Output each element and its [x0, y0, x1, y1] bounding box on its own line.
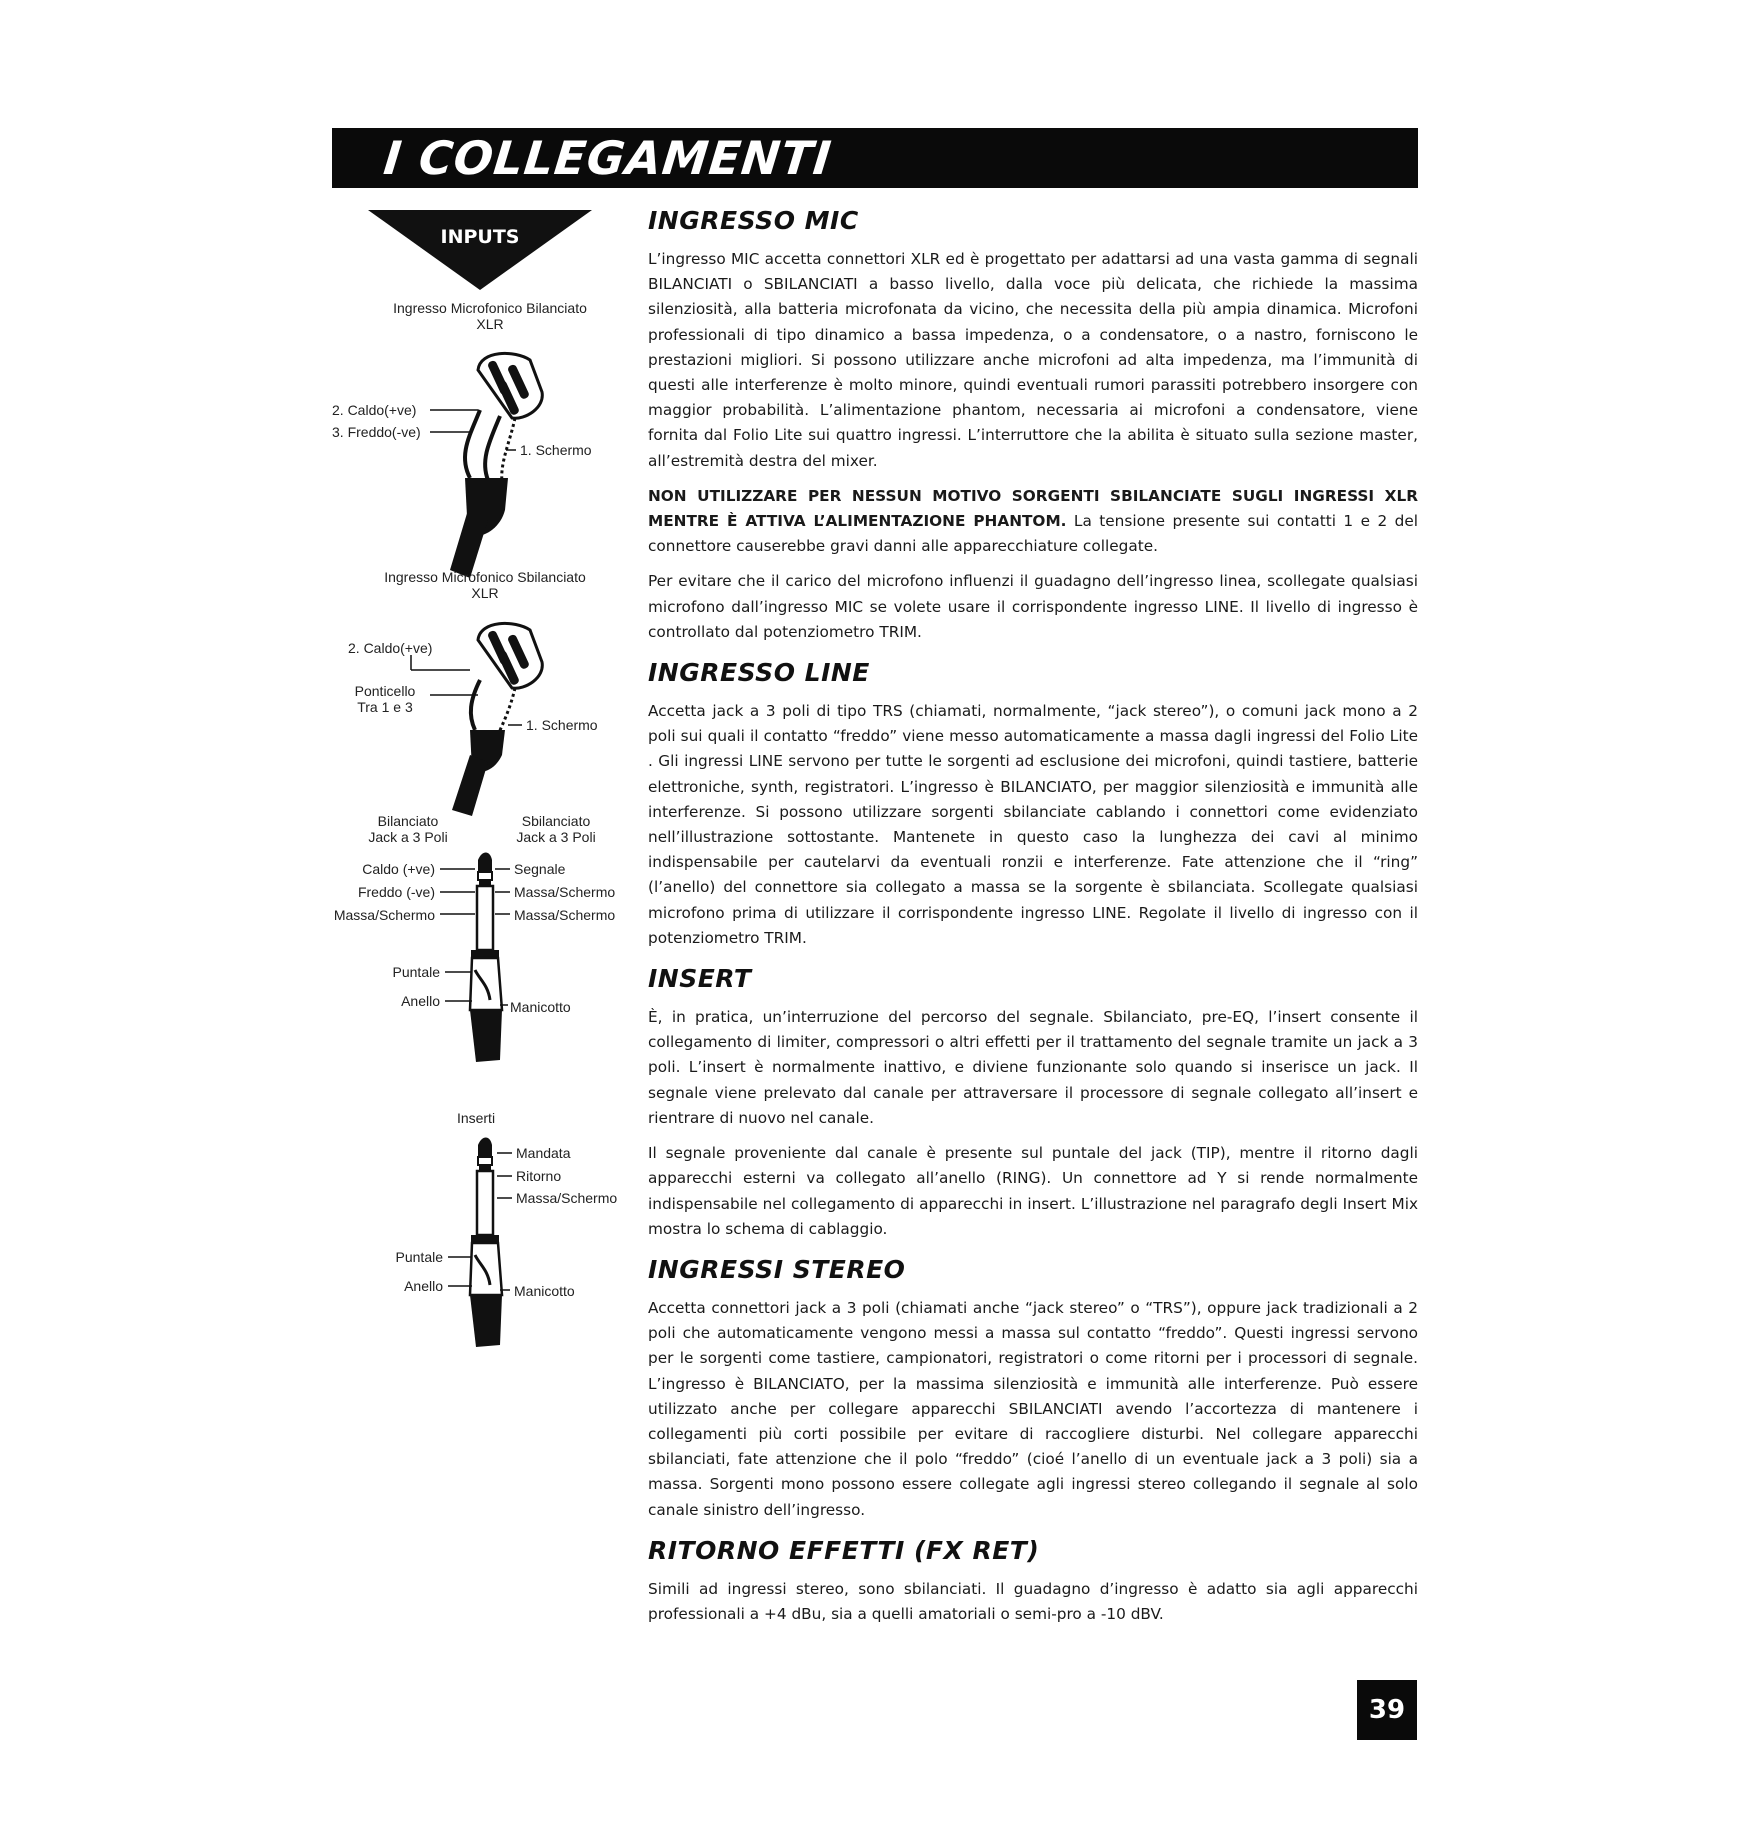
- xlr-unbalanced-subtitle: XLR: [471, 585, 499, 601]
- xlr-balanced-plug-icon: [450, 353, 542, 578]
- paragraph: Il segnale proveniente dal canale è presente sul puntale del jack (TIP), mentre il ritorno dagli apparecchi esterni va collegato all’anello (RING). Un connettore ad Y si rende normalmente indispensabile nel collegamento di apparecchi in insert. L’illustrazione nel paragrafo degli Insert Mix mostra lo schema di cablaggio.: [648, 1144, 1418, 1238]
- insert-send-label: Mandata: [516, 1145, 571, 1161]
- phantom-warning: NON UTILIZZARE PER NESSUN MOTIVO SORGENTI SBILANCIATE SUGLI INGRESSI XLR MENTRE È ATTIVA L’ALIMENTAZIONE PHANTOM.: [648, 486, 1418, 531]
- jack-tip-label: Puntale: [392, 964, 440, 980]
- insert-ring-label: Anello: [404, 1278, 443, 1294]
- inputs-badge: INPUTS: [440, 226, 520, 248]
- page-title: I COLLEGAMENTI: [381, 131, 835, 185]
- jack-ground-right-label-2: Massa/Schermo: [514, 907, 616, 923]
- inputs-badge-triangle: [368, 210, 592, 290]
- xlr-balanced-subtitle: XLR: [476, 316, 504, 332]
- jack-signal-label: Segnale: [514, 861, 566, 877]
- insert-sleeve-label: Manicotto: [514, 1283, 575, 1299]
- xlr-unbalanced-bridge-label-1: Ponticello: [354, 683, 416, 699]
- page-number: 39: [1357, 1680, 1417, 1740]
- xlr-balanced-hot-label: 2. Caldo(+ve): [332, 402, 417, 418]
- insert-ground-label: Massa/Schermo: [516, 1190, 618, 1206]
- xlr-balanced-cold-label: 3. Freddo(-ve): [332, 424, 421, 440]
- insert-tip-label: Puntale: [395, 1249, 443, 1265]
- section-fx-return: [648, 1535, 1418, 1627]
- paragraph: Simili ad ingressi stereo, sono sbilanciati. Il guadagno d’ingresso è adatto sia agli apparecchi professionali a +4 dBu, sia a quelli amatoriali o semi-pro a -10 dBV.: [648, 1579, 1418, 1623]
- paragraph: L’ingresso MIC accetta connettori XLR ed è progettato per adattarsi ad una vasta gamma di segnali BILANCIATI o SBILANCIATI a basso livello, dalla voce più delicata, che richiede la massima silenziosità, alla batteria microfonata da vicino, che necessita della più ampia dinamica. Microfoni professionali di tipo dinamico a bassa impedenza, o a condensatore, o a nastro, forniscono le prestazioni migliori. Si possono utilizzare anche microfoni ad alta impedenza, ma l’immunità di questi alle interferenze è molto minore, quindi eventuali rumori parassiti potrebbero insorgere con maggior probabilità. L’alimentazione phantom, necessaria ai microfoni a condensatore, viene fornita dal Folio Lite sui quattro ingressi. L’interruttore che la abilita è situato sulla sezione master, all’estremità destra del mixer.: [648, 250, 1418, 470]
- paragraph: Accetta connettori jack a 3 poli (chiamati anche “jack stereo” o “TRS”), oppure jack tradizionali a 2 poli che automaticamente vengono messi a massa sul contatto “freddo”. Questi ingressi servono per le sorgenti come tastiere, campionatori, registratori o come ritorni per i processori di segnale. L’ingresso è BILANCIATO, per la massima silenziosità e immunità alle interferenze. Può essere utilizzato anche per collegare apparecchi SBILANCIATI avendo l’accortezza di mantenere i collegamenti più corti possibile per evitare di raccogliere disturbi. Nel collegare apparecchi sbilanciati, fate attenzione che il polo “freddo” (cioé l’anello di un eventuale jack a 3 poli) sia a massa. Sorgenti mono possono essere collegate agli ingressi stereo collegando il segnale al solo canale sinistro dell’ingresso.: [648, 1298, 1418, 1519]
- xlr-unbalanced-screen-label: 1. Schermo: [526, 717, 598, 733]
- section-title: RITORNO EFFETTI (FX RET): [648, 1535, 1040, 1565]
- xlr-unbalanced-title: Ingresso Microfonico Sbilanciato: [384, 569, 586, 585]
- section-line-input: [648, 657, 1418, 951]
- paragraph: Accetta jack a 3 poli di tipo TRS (chiamati, normalmente, “jack stereo”), o comuni jack mono a 2 poli sui quali il contatto “freddo” viene messo automaticamente a massa dagli ingressi del Folio Lite . Gli ingressi LINE servono per tutte le sorgenti ad esclusione dei microfoni, quindi tastiere, batterie elettroniche, synth, registratori. L’ingresso è BILANCIATO, per maggior silenziosità e immunità alle interferenze. Si possono utilizzare sorgenti sbilanciate cablando i connettori come evidenziato nell’illustrazione sottostante. Mantenete in questo caso la lunghezza dei cavi al minimo indispensabile per cautelarvi da eventuali ronzii e interferenze. Fate attenzione che il “ring” (l’anello) del connettore sia collegato a massa se la sorgente è sbilanciata. Scollegate qualsiasi microfono prima di utilizzare il corrispondente ingresso LINE. Regolate il livello di ingresso con il potenziometro TRIM.: [648, 702, 1418, 947]
- jack-balanced-label-1: Bilanciato: [377, 813, 439, 829]
- jack-sleeve-label: Manicotto: [510, 999, 571, 1015]
- section-title: INSERT: [648, 964, 752, 994]
- connector-diagrams-svg: [330, 210, 630, 1410]
- insert-return-label: Ritorno: [516, 1168, 562, 1184]
- jack-unbalanced-label-1: Sbilanciato: [521, 813, 591, 829]
- xlr-unbalanced-bridge-label-2: Tra 1 e 3: [357, 699, 413, 715]
- warning-detail: La tensione presente sui contatti 1 e 2 del connettore causerebbe gravi danni alle apparecchiature collegate.: [648, 512, 1419, 556]
- jack-ring-label: Anello: [401, 993, 440, 1009]
- section-title: INGRESSI STEREO: [648, 1254, 906, 1284]
- inserts-title: Inserti: [456, 1110, 496, 1126]
- xlr-unbalanced-hot-label: 2. Caldo(+ve): [348, 640, 433, 656]
- section-insert: [648, 963, 1418, 1242]
- jack-unbalanced-label-2: Jack a 3 Poli: [516, 829, 596, 845]
- jack-ground-left-label: Massa/Schermo: [333, 907, 435, 923]
- jack-hot-label: Caldo (+ve): [362, 861, 435, 877]
- header-bar: [332, 128, 1418, 188]
- section-stereo-inputs: [648, 1254, 1418, 1523]
- main-content: [648, 205, 1418, 1639]
- insert-jack-plug-icon: [470, 1138, 502, 1348]
- jack-ground-right-label-1: Massa/Schermo: [514, 884, 616, 900]
- paragraph: Per evitare che il carico del microfono influenzi il guadagno dell’ingresso linea, scollegate qualsiasi microfono dall’ingresso MIC se volete usare il corrispondente ingresso LINE. Il livello di ingresso è controllato dal potenziometro TRIM.: [648, 572, 1418, 641]
- jack-balanced-label-2: Jack a 3 Poli: [368, 829, 448, 845]
- xlr-balanced-title: Ingresso Microfonico Bilanciato: [393, 300, 587, 316]
- xlr-balanced-screen-label: 1. Schermo: [520, 442, 592, 458]
- jack-plug-icon: [470, 853, 502, 1063]
- section-mic-input: [648, 205, 1418, 645]
- warning-paragraph: [648, 484, 1418, 560]
- paragraph: È, in pratica, un’interruzione del percorso del segnale. Sbilanciato, pre-EQ, l’insert consente il collegamento di limiter, compressori o altri effetti per il trattamento del segnale tramite un jack a 3 poli. L’insert è normalmente inattivo, e diviene funzionante solo quando si inserisce un jack. Il segnale viene prelevato dal canale per attraversare il processore di segnale collegato all’insert e rientrare di nuovo nel canale.: [648, 1008, 1418, 1127]
- section-title: INGRESSO MIC: [648, 206, 859, 235]
- jack-cold-label: Freddo (-ve): [357, 884, 435, 900]
- section-title: INGRESSO LINE: [648, 658, 870, 688]
- connector-diagrams: [330, 210, 630, 1410]
